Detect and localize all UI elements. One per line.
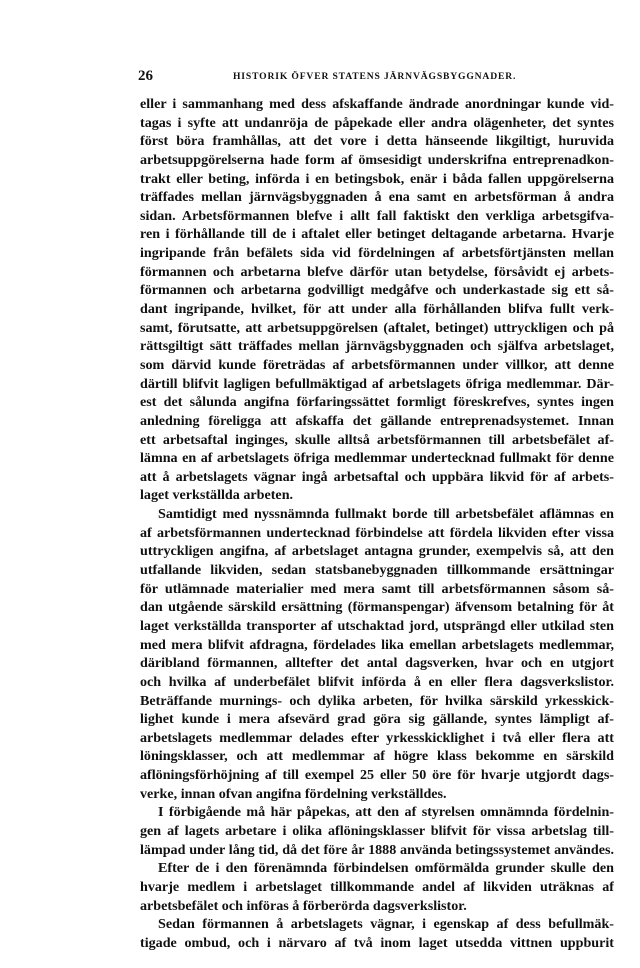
text-line: förmannen och arbetarna blefve därför utan betydelse, försåvidt ej arbets-: [140, 263, 614, 280]
text-line: Sedan förmannen å arbetslagets vägnar, i egenskap af dess befullmäk-: [158, 916, 614, 933]
text-line: därtill blifvit lagligen befullmäktigad af arbetslagets öfriga medlemmar. Där-: [140, 375, 614, 392]
text-line: verke, innan ofvan angifna fördelning verkställdes.: [140, 785, 447, 802]
text-line: ren i förhållande till de i aftalet eller betinget deltagande arbetarna. Hvarje: [140, 226, 614, 243]
text-line: lämna en af arbetslagets öfriga medlemmar undertecknad fullmakt för denne: [140, 450, 614, 467]
text-line: förmannen och arbetarna godvilligt medgåfve och underkastade sig ett så-: [140, 282, 614, 299]
text-line: arbetsuppgörelserna hade form af ömsesidigt underskrifna entreprenadkon-: [140, 151, 614, 168]
text-line: anledning föreligga att afskaffa det gällande entreprenadsystemet. Innan: [140, 412, 614, 429]
text-line: lämpad under lång tid, då det före år 1888 använda betingssystemet användes.: [140, 841, 614, 858]
text-line: arbetslagets medlemmar delades efter yrkesskicklighet i två eller flera att: [140, 729, 614, 746]
text-line: och hvilka af underbefälet blifvit införda å en eller flera dagsverkslistor.: [140, 673, 614, 690]
text-line: att å arbetslagets vägnar ingå arbetsaftal och uppbära likvid för af arbets-: [140, 468, 614, 485]
text-line: dan utgående särskild ersättning (förmanspengar) äfvensom betalning för åt: [140, 599, 614, 616]
text-line: samt, förutsatte, att arbetsuppgörelsen (aftalet, betinget) uttryckligen och på: [140, 319, 614, 336]
text-line: tagas i syfte att undanröja de påpekade eller andra olägenheter, det syntes: [140, 114, 614, 131]
text-line: af arbetsförmannen undertecknad förbindelse att fördela likviden efter vissa: [140, 524, 614, 541]
text-line: träffades mellan järnvägsbyggnaden å ena samt en arbetsförman å andra: [140, 189, 614, 206]
text-line: aflöningsförhöjning af till exempel 25 eller 50 öre för hvarje utgjordt dags-: [140, 767, 614, 784]
running-title: HISTORIK ÖFVER STATENS JÄRNVÄGSBYGGNADER.: [233, 71, 517, 82]
text-line: löningsklasser, och att medlemmar af högre klass bekomme en särskild: [140, 748, 614, 765]
text-line: rättsgiltigt sätt träffades mellan järnvägsbyggnaden och själfva arbetslaget,: [140, 338, 614, 355]
text-line: Efter de i den förenämnda förbindelsen omförmälda grunder skulle den: [158, 860, 614, 877]
text-line: est det sålunda angifna förfaringssättet formligt föreskrefves, syntes ingen: [140, 394, 614, 411]
text-line: däribland förmannen, alltefter det antal dagsverken, hvar och en utgjort: [140, 655, 614, 672]
text-line: Samtidigt med nyssnämnda fullmakt borde till arbetsbefälet aflämnas en: [158, 506, 614, 523]
text-line: sidan. Arbetsförmannen blefve i allt fall faktiskt den verkliga arbetsgifva-: [140, 207, 614, 224]
body-text: [140, 95, 614, 952]
text-line: gen af lagets arbetare i olika aflöningsklasser blifvit för vissa arbetslag till-: [140, 822, 614, 839]
text-line: eller i sammanhang med dess afskaffande ändrade anordningar kunde vid-: [140, 96, 614, 112]
text-line: med mera blifvit afdragna, fördelades lika emellan arbetslagets medlemmar,: [140, 636, 614, 653]
text-line: dant ingripande, hvilket, för att under alla förhållanden blifva fullt verk-: [140, 301, 614, 318]
text-line: arbetsbefälet och införas å förberörda dagsverkslistor.: [140, 897, 467, 914]
text-line: som därvid kunde företrädas af arbetsförmannen under villkor, att denne: [140, 356, 614, 373]
text-line: hvarje medlem i arbetslaget tillkommande andel af likviden uträknas af: [140, 878, 614, 895]
text-line: lighet kunde i mera afsevärd grad göra sig gällande, syntes lämpligt af-: [140, 711, 614, 728]
running-header: [138, 70, 538, 84]
text-line: I förbigående må här påpekas, att den af styrelsen omnämnda fördelnin-: [158, 804, 614, 821]
text-line: ingripande från befälets sida vid fördelningen af arbetsförtjänsten mellan: [140, 245, 614, 262]
text-line: laget verkställda arbeten.: [140, 487, 294, 504]
text-line: tigade ombud, och i närvaro af två inom laget utsedda vittnen uppburit: [140, 934, 614, 951]
text-line: utfallande likviden, sedan statsbanebyggnaden tillkommande ersättningar: [140, 562, 614, 579]
text-line: laget verkställda transporter af utschaktad jord, utsprängd eller utkilad sten: [140, 617, 614, 634]
text-line: först böra framhållas, att det vore i detta hänseende likgiltigt, huruvida: [140, 133, 614, 150]
text-line: för utlämnade materialier med mera samt till arbetsförmannen såsom så-: [140, 580, 614, 597]
page-number: 26: [138, 68, 153, 84]
text-line: ett arbetsaftal inginges, skulle alltså arbetsförmannen till arbetsbefälet af-: [140, 431, 614, 448]
text-line: uttryckligen angifna, af arbetslaget antagna grunder, exempelvis så, att den: [140, 543, 614, 560]
text-line: Beträffande murnings- och dylika arbeten, för hvilka särskild yrkesskick-: [140, 692, 614, 709]
text-line: trakt eller beting, införda i en betingsbok, enär i båda fallen uppgörelserna: [140, 170, 614, 187]
